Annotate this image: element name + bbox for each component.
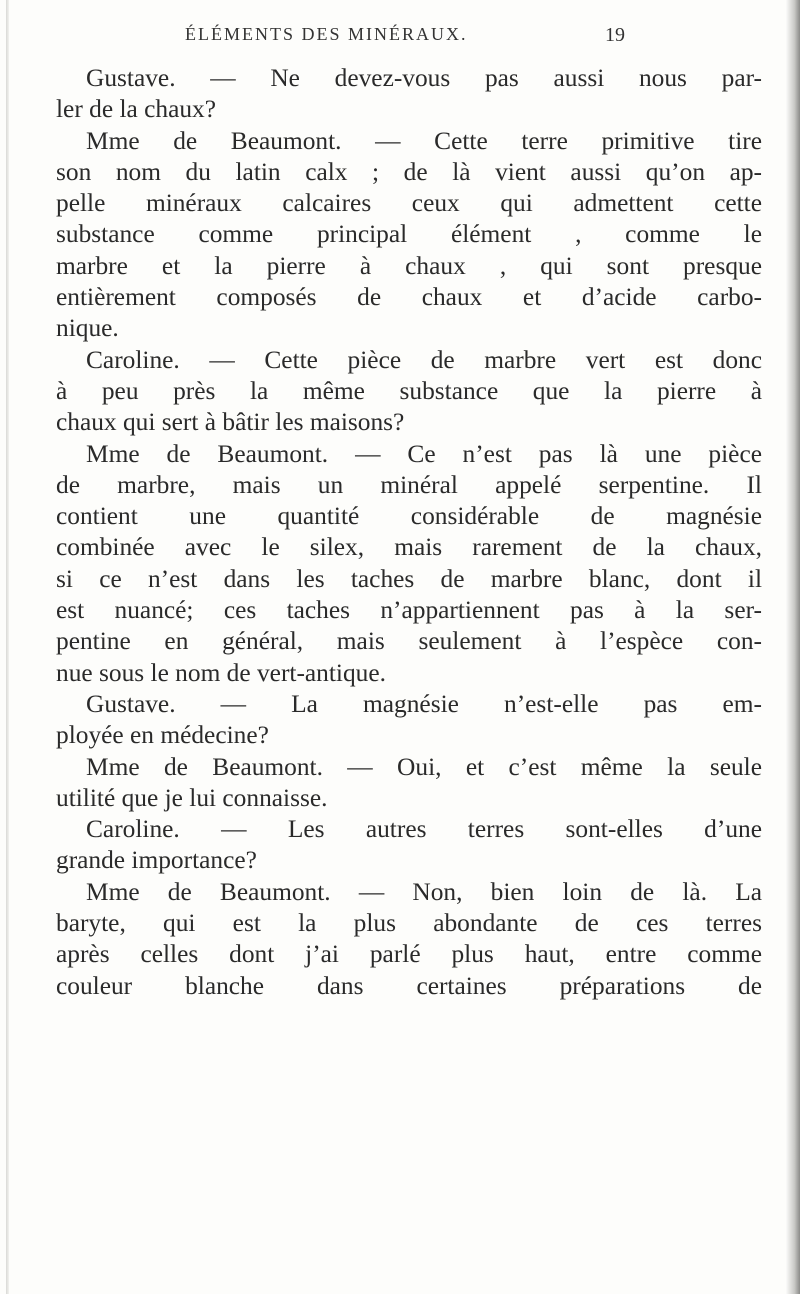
text-line: Mme de Beaumont. — Cette terre primitive tire bbox=[86, 126, 762, 155]
text-line: après celles dont j’ai parlé plus haut, entre comme bbox=[56, 940, 762, 969]
text-line: utilité que je lui connaisse. bbox=[56, 783, 328, 812]
text-line: pelle minéraux calcaires ceux qui admettent cette bbox=[56, 189, 762, 218]
text-line: son nom du latin calx ; de là vient aussi qu’on ap- bbox=[56, 157, 762, 186]
text-line: combinée avec le silex, mais rarement de la chaux, bbox=[56, 533, 762, 562]
text-line: Mme de Beaumont. — Oui, et c’est même la seule bbox=[86, 752, 762, 781]
running-title: ÉLÉMENTS DES MINÉRAUX. bbox=[185, 24, 468, 44]
text-line: ployée en médecine? bbox=[56, 721, 269, 750]
text-line: de marbre, mais un minéral appelé serpentine. Il bbox=[56, 470, 762, 499]
text-line: marbre et la pierre à chaux , qui sont presque bbox=[56, 251, 762, 280]
text-line: contient une quantité considérable de magnésie bbox=[56, 502, 762, 531]
text-line: à peu près la même substance que la pierre à bbox=[56, 376, 762, 405]
text-line: si ce n’est dans les taches de marbre blanc, dont il bbox=[56, 564, 762, 593]
text-line: Gustave. — Ne devez-vous pas aussi nous par- bbox=[86, 64, 762, 92]
text-line: Caroline. — Les autres terres sont-elles d’une bbox=[86, 815, 762, 844]
text-line: substance comme principal élément , comme le bbox=[56, 220, 762, 249]
text-line: couleur blanche dans certaines préparations de bbox=[56, 971, 762, 1000]
text-line: Mme de Beaumont. — Ce n’est pas là une pièce bbox=[86, 439, 762, 468]
text-line: nique. bbox=[56, 314, 119, 343]
text-line: ler de la chaux? bbox=[56, 95, 217, 124]
text-line: entièrement composés de chaux et d’acide carbo- bbox=[56, 283, 762, 312]
text-line: grande importance? bbox=[56, 846, 257, 875]
text-line: Caroline. — Cette pièce de marbre vert est donc bbox=[86, 345, 762, 374]
text-line: pentine en général, mais seulement à l’espèce con- bbox=[56, 627, 762, 656]
text-line: chaux qui sert à bâtir les maisons? bbox=[56, 408, 405, 437]
dialogue-text bbox=[56, 63, 762, 1002]
page-gutter-edge bbox=[6, 0, 9, 1294]
page-number: 19 bbox=[605, 24, 625, 46]
text-line: baryte, qui est la plus abondante de ces terres bbox=[56, 909, 762, 938]
page-header bbox=[185, 24, 625, 54]
text-line: Gustave. — La magnésie n’est-elle pas em- bbox=[86, 689, 762, 718]
text-line: Mme de Beaumont. — Non, bien loin de là. La bbox=[86, 877, 762, 906]
text-line: nue sous le nom de vert-antique. bbox=[56, 658, 386, 687]
page-outer-edge bbox=[786, 0, 800, 1294]
text-line: est nuancé; ces taches n’appartiennent pas à la ser- bbox=[56, 596, 762, 625]
